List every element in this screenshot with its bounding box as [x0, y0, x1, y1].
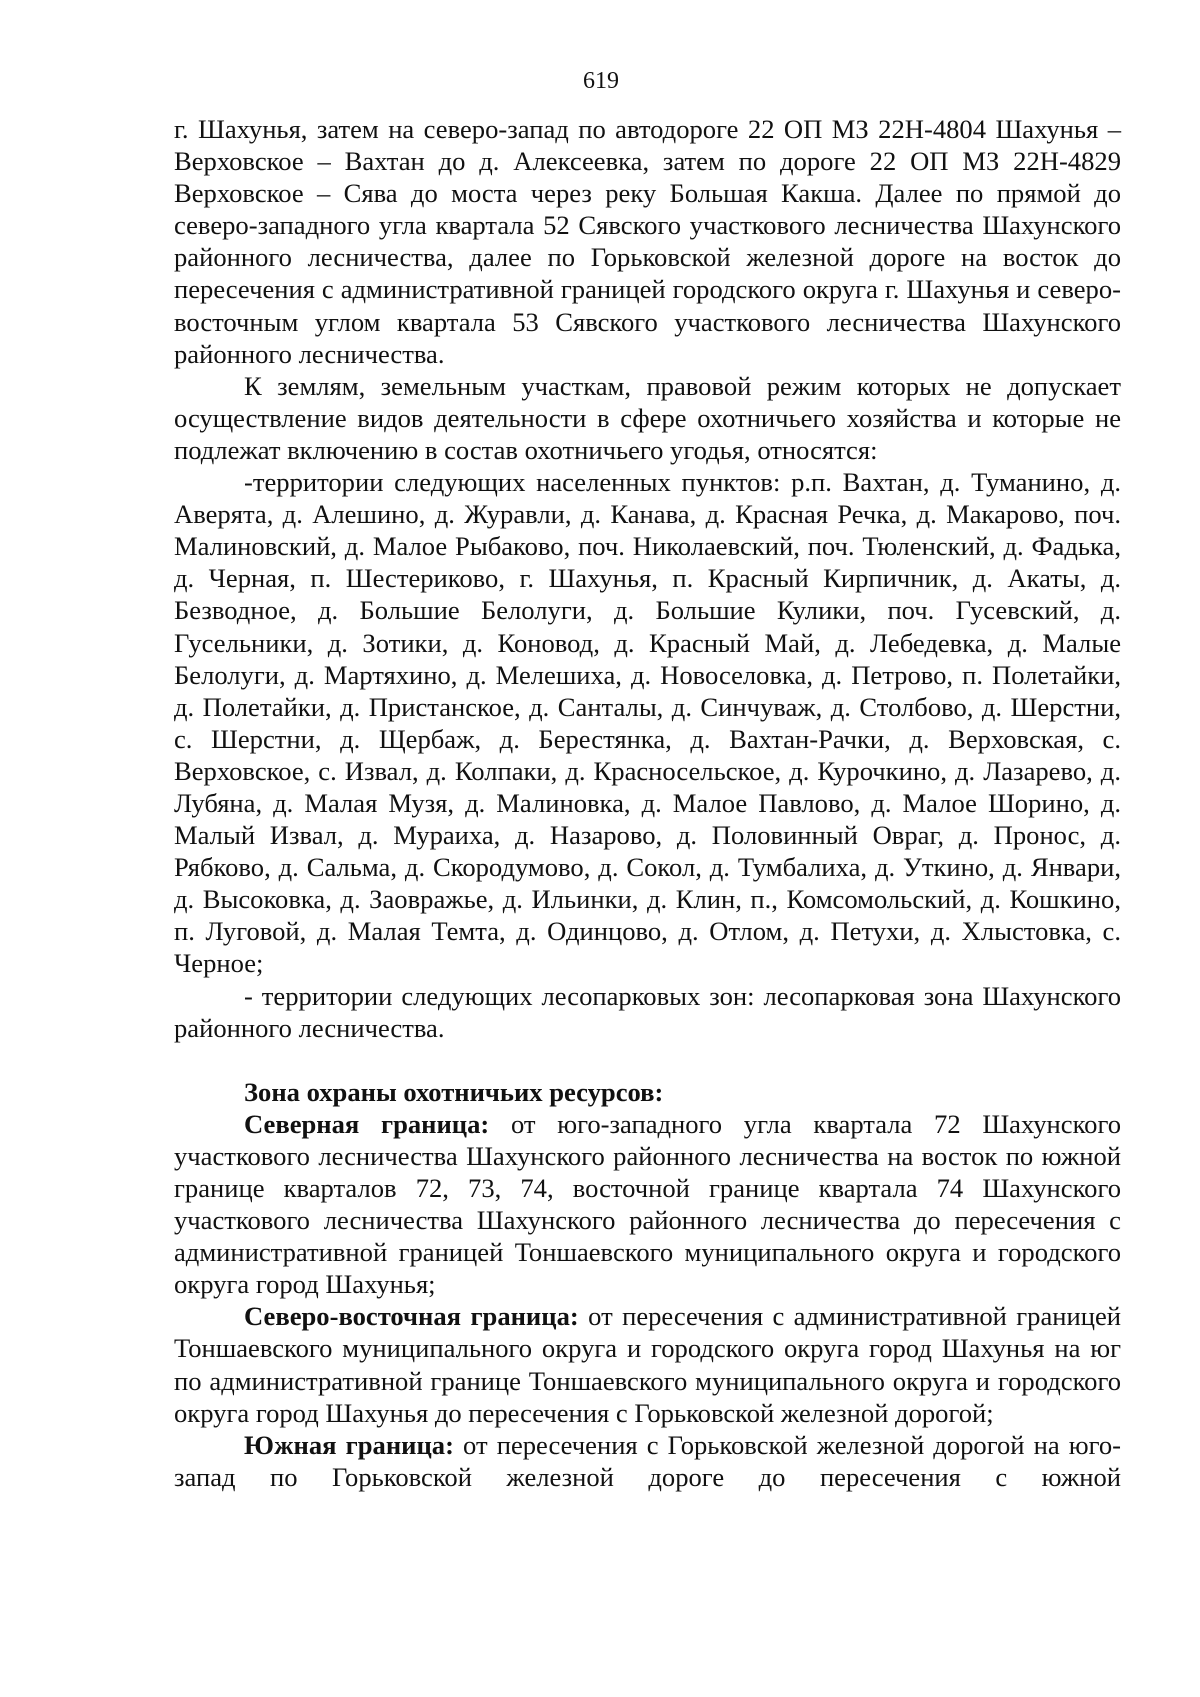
blank-line	[174, 1044, 1121, 1076]
paragraph-settlements-list: -территории следующих населенных пунктов: р.п. Вахтан, д. Туманино, д. Аверята, д. Алешино, д. Журавли, д. Канава, д. Красная Речка, д. Макарово, поч. Малиновский, д. Малое Рыбаково, поч. Николаевский, поч. Тюленский, д. Фадька, д. Черная, п. Шестериково, г. Шахунья, п. Красный Кирпичник, д. Акаты, д. Безводное, д. Большие Белолуги, д. Большие Кулики, поч. Гусевский, д. Гусельники, д. Зотики, д. Коновод, д. Красный Май, д. Лебедевка, д. Малые Белолуги, д. Мартяхино, д. Мелешиха, д. Новоселовка, д. Петрово, п. Полетайки, д. Полетайки, д. Пристанское, д. Санталы, д. Синчуваж, д. Столбово, д. Шерстни, с. Шерстни, д. Щербаж, д. Берестянка, д. Вахтан-Рачки, д. Верховская, с. Верховское, с. Извал, д. Колпаки, д. Красносельское, д. Курочкино, д. Лазарево, д. Лубяна, д. Малая Музя, д. Малиновка, д. Малое Павлово, д. Малое Шорино, д. Малый Извал, д. Мураиха, д. Назарово, д. Половинный Овраг, д. Пронос, д. Рябково, д. Сальма, д. Скородумово, д. Сокол, д. Тумбалиха, д. Уткино, д. Январи, д. Высоковка, д. Заовражье, д. Ильинки, д. Клин, п., Комсомольский, д. Кошкино, п. Луговой, д. Малая Темта, д. Одинцово, д. Отлом, д. Петухи, д. Хлыстовка, с. Черное;	[174, 467, 1121, 979]
paragraph-route-description: г. Шахунья, затем на северо-запад по автодороге 22 ОП МЗ 22Н-4804 Шахунья – Верховское – Вахтан до д. Алексеевка, затем по дороге 22 ОП МЗ 22Н-4829 Верховское – Сява до моста через реку Большая Какша. Далее по прямой до северо-западного угла квартала 52 Сявского участкового лесничества Шахунского районного лесничества, далее по Горьковской железной дороге на восток до пересечения с административной границей городского округа г. Шахунья и северо-восточным углом квартала 53 Сявского участкового лесничества Шахунского районного лесничества.	[174, 114, 1121, 369]
paragraph-south-boundary	[174, 1429, 1121, 1493]
north-boundary-text: от юго-западного угла квартала 72 Шахунского участкового лесничества Шахунского районного лесничества на восток по южной границе кварталов 72, 73, 74, восточной границе квартала 74 Шахунского участкового лесничества Шахунского районного лесничества до пересечения с административной границей Тоншаевского муниципального округа и городского округа город Шахунья;	[174, 1108, 1121, 1300]
north-boundary-label: Северная граница:	[244, 1108, 490, 1139]
paragraph-forest-park-zones: - территории следующих лесопарковых зон: лесопарковая зона Шахунского районного лесничества.	[174, 980, 1121, 1043]
page-number: 619	[583, 68, 619, 94]
paragraph-northeast-boundary	[174, 1300, 1121, 1428]
paragraph-excluded-lands-intro: К землям, земельным участкам, правовой режим которых не допускает осуществление видов деятельности в сфере охотничьего хозяйства и которые не подлежат включению в состав охотничьего угодья, относятся:	[174, 370, 1121, 465]
northeast-boundary-text: от пересечения с административной границей Тоншаевского муниципального округа и городского округа город Шахунья на юг по административной границе Тоншаевского муниципального округа и городского округа город Шахунья до пересечения с Горьковской железной дорогой;	[174, 1301, 1121, 1428]
south-boundary-text: от пересечения с Горьковской железной дорогой на юго-запад по Горьковской железной дороге до пересечения с южной	[174, 1429, 1121, 1492]
northeast-boundary-label: Северо-восточная граница:	[244, 1301, 579, 1332]
south-boundary-label: Южная граница:	[244, 1429, 454, 1460]
paragraph-north-boundary	[174, 1108, 1121, 1301]
section-heading: Зона охраны охотничьих ресурсов:	[244, 1076, 664, 1107]
document-body	[174, 113, 1121, 1493]
